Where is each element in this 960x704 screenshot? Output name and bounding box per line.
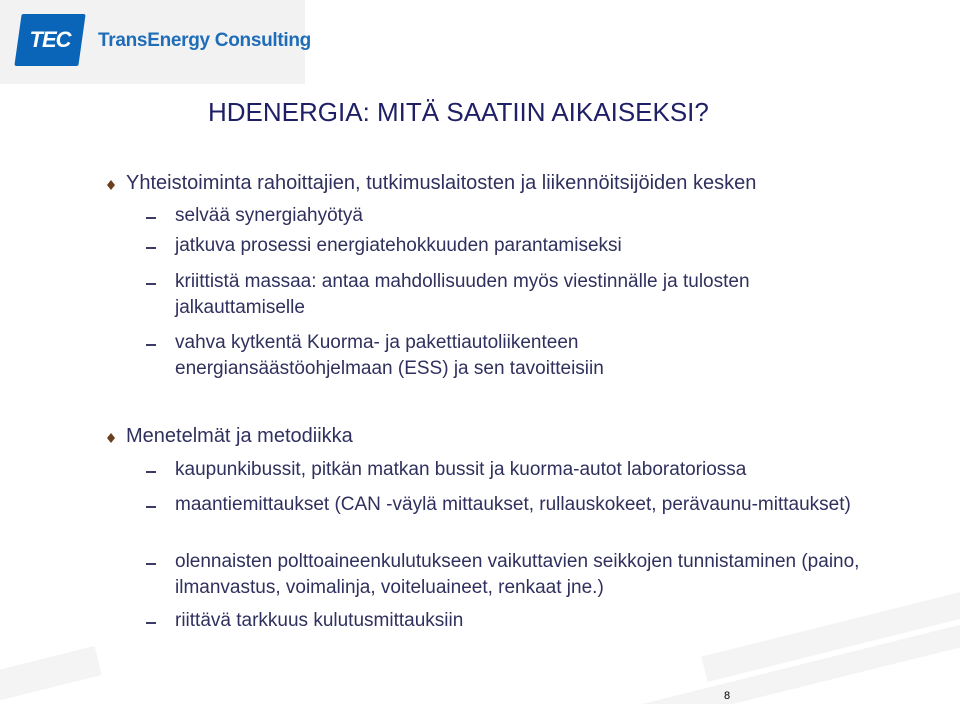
- sub-bullet-text: kaupunkibussit, pitkän matkan bussit ja kuorma-autot laboratoriossa: [175, 459, 747, 480]
- company-name: TransEnergy Consulting: [98, 30, 311, 51]
- sub-bullet-text: jatkuva prosessi energiatehokkuuden parantamiseksi: [175, 235, 622, 256]
- bullet-item: [126, 170, 906, 196]
- sub-bullet-item: [175, 608, 915, 634]
- dash-bullet-icon: [146, 247, 156, 249]
- sub-bullet-item: [175, 203, 915, 229]
- page-number: 8: [724, 690, 731, 702]
- sub-bullet-item: [175, 549, 935, 601]
- sub-bullet-item: [175, 233, 915, 259]
- tec-logo-icon: [14, 14, 85, 66]
- dash-bullet-icon: [146, 283, 156, 285]
- dash-bullet-icon: [146, 563, 156, 565]
- logo-mark-text: TEC: [29, 27, 71, 52]
- sub-bullet-item: [175, 269, 875, 321]
- sub-bullet-item: [175, 492, 875, 518]
- sub-bullet-item: [175, 457, 935, 483]
- sub-bullet-item: [175, 330, 715, 382]
- diamond-bullet-icon: [107, 433, 115, 443]
- logo-header: [0, 0, 311, 84]
- diamond-bullet-icon: [107, 180, 115, 190]
- dash-bullet-icon: [146, 217, 156, 219]
- dash-bullet-icon: [146, 506, 156, 508]
- sub-bullet-text: selvää synergiahyötyä: [175, 205, 363, 226]
- sub-bullet-text: olennaisten polttoaineenkulutukseen vaikuttavien seikkojen tunnistaminen (paino, ilmanvastus, voimalinja, voiteluaineet, renkaat jne.): [175, 551, 860, 598]
- dash-bullet-icon: [146, 622, 156, 624]
- sub-bullet-text: kriittistä massaa: antaa mahdollisuuden myös viestinnälle ja tulosten jalkauttamiselle: [175, 271, 750, 318]
- bullet-text: Menetelmät ja metodiikka: [126, 425, 353, 447]
- sub-bullet-text: vahva kytkentä Kuorma- ja pakettiautoliikenteen energiansäästöohjelmaan (ESS) ja sen tavoitteisiin: [175, 332, 604, 379]
- bullet-text: Yhteistoiminta rahoittajien, tutkimuslaitosten ja liikennöitsijöiden kesken: [126, 172, 757, 194]
- dash-bullet-icon: [146, 471, 156, 473]
- sub-bullet-text: maantiemittaukset (CAN -väylä mittaukset, rullauskokeet, perävaunu-mittaukset): [175, 494, 851, 515]
- bullet-item: [126, 423, 906, 449]
- sub-bullet-text: riittävä tarkkuus kulutusmittauksiin: [175, 610, 464, 631]
- dash-bullet-icon: [146, 344, 156, 346]
- decorative-stripe: [0, 646, 102, 704]
- slide-title: HDENERGIA: MITÄ SAATIIN AIKAISEKSI?: [208, 97, 709, 127]
